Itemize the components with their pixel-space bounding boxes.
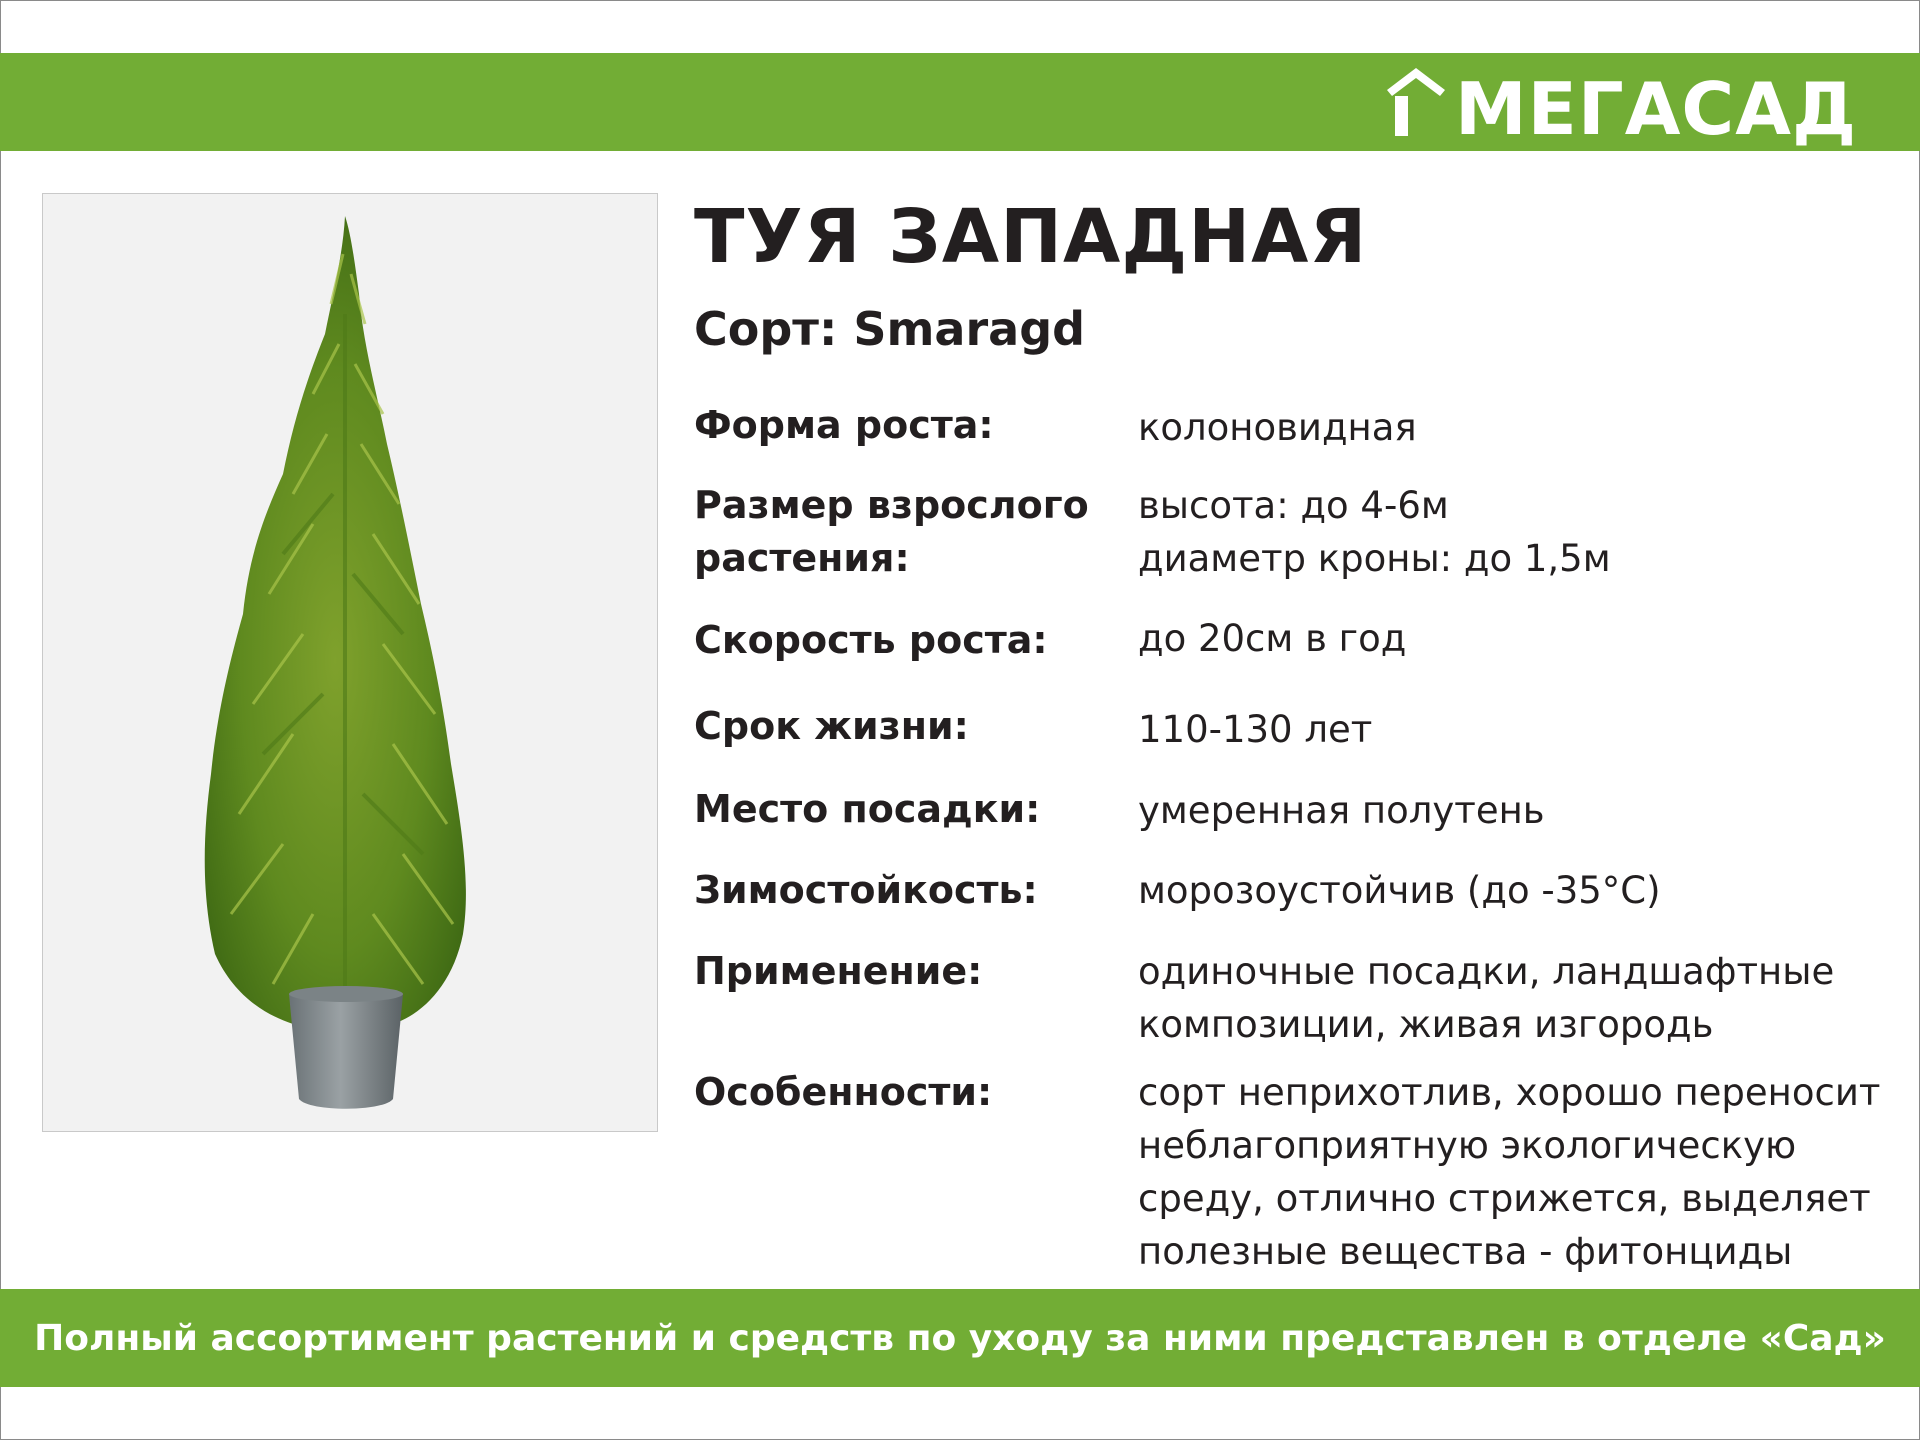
spec-label-line: Применение: bbox=[694, 949, 983, 993]
spec-value bbox=[1138, 784, 1898, 837]
spec-value-line: высота: до 4-6м bbox=[1138, 484, 1449, 527]
brand-name: МЕГАСАД bbox=[1455, 67, 1858, 151]
spec-label bbox=[694, 1066, 1134, 1119]
spec-label bbox=[694, 700, 1134, 753]
spec-value-line: сорт неприхотлив, хорошо переносит bbox=[1138, 1071, 1881, 1114]
product-variety: Сорт: Smaragd bbox=[694, 302, 1086, 356]
footer-band bbox=[0, 1289, 1920, 1387]
footer-text: Полный ассортимент растений и средств по уходу за ними представлен в отделе «Сад» bbox=[34, 1317, 1886, 1359]
spec-label bbox=[694, 614, 1134, 667]
house-icon bbox=[1385, 66, 1447, 140]
spec-label-line: Форма роста: bbox=[694, 403, 994, 447]
spec-value-line: морозоустойчив (до -35°C) bbox=[1138, 869, 1661, 912]
spec-label-line: Место посадки: bbox=[694, 787, 1041, 831]
spec-value bbox=[1138, 945, 1898, 1051]
spec-value-line: полезные вещества - фитонциды bbox=[1138, 1230, 1793, 1273]
spec-value bbox=[1138, 479, 1898, 585]
spec-value-line: одиночные посадки, ландшафтные bbox=[1138, 950, 1835, 993]
spec-value-line: умеренная полутень bbox=[1138, 789, 1545, 832]
potted-thuja-illustration bbox=[43, 194, 657, 1131]
spec-value-line: диаметр кроны: до 1,5м bbox=[1138, 537, 1611, 580]
spec-label bbox=[694, 864, 1134, 917]
brand-logo bbox=[1385, 63, 1858, 151]
spec-value-line: неблагоприятную экологическую bbox=[1138, 1124, 1797, 1167]
spec-label-line: Скорость роста: bbox=[694, 618, 1048, 662]
spec-value-line: до 20см в год bbox=[1138, 617, 1407, 660]
spec-label-line: Размер взрослого bbox=[694, 483, 1089, 527]
spec-label-line: растения: bbox=[694, 536, 910, 580]
spec-label bbox=[694, 479, 1134, 585]
spec-value bbox=[1138, 612, 1898, 665]
spec-value-line: 110-130 лет bbox=[1138, 708, 1373, 751]
spec-value bbox=[1138, 401, 1898, 454]
spec-label-line: Особенности: bbox=[694, 1070, 993, 1114]
spec-label bbox=[694, 783, 1134, 836]
product-title: ТУЯ ЗАПАДНАЯ bbox=[694, 194, 1368, 280]
spec-label bbox=[694, 399, 1134, 452]
spec-value-line: среду, отлично стрижется, выделяет bbox=[1138, 1177, 1871, 1220]
spec-value bbox=[1138, 1066, 1898, 1278]
spec-value bbox=[1138, 703, 1898, 756]
spec-label bbox=[694, 945, 1134, 998]
spec-value bbox=[1138, 864, 1898, 917]
spec-value-line: композиции, живая изгородь bbox=[1138, 1003, 1714, 1046]
spec-label-line: Срок жизни: bbox=[694, 704, 969, 748]
product-photo bbox=[42, 193, 658, 1132]
spec-label-line: Зимостойкость: bbox=[694, 868, 1038, 912]
spec-value-line: колоновидная bbox=[1138, 406, 1417, 449]
